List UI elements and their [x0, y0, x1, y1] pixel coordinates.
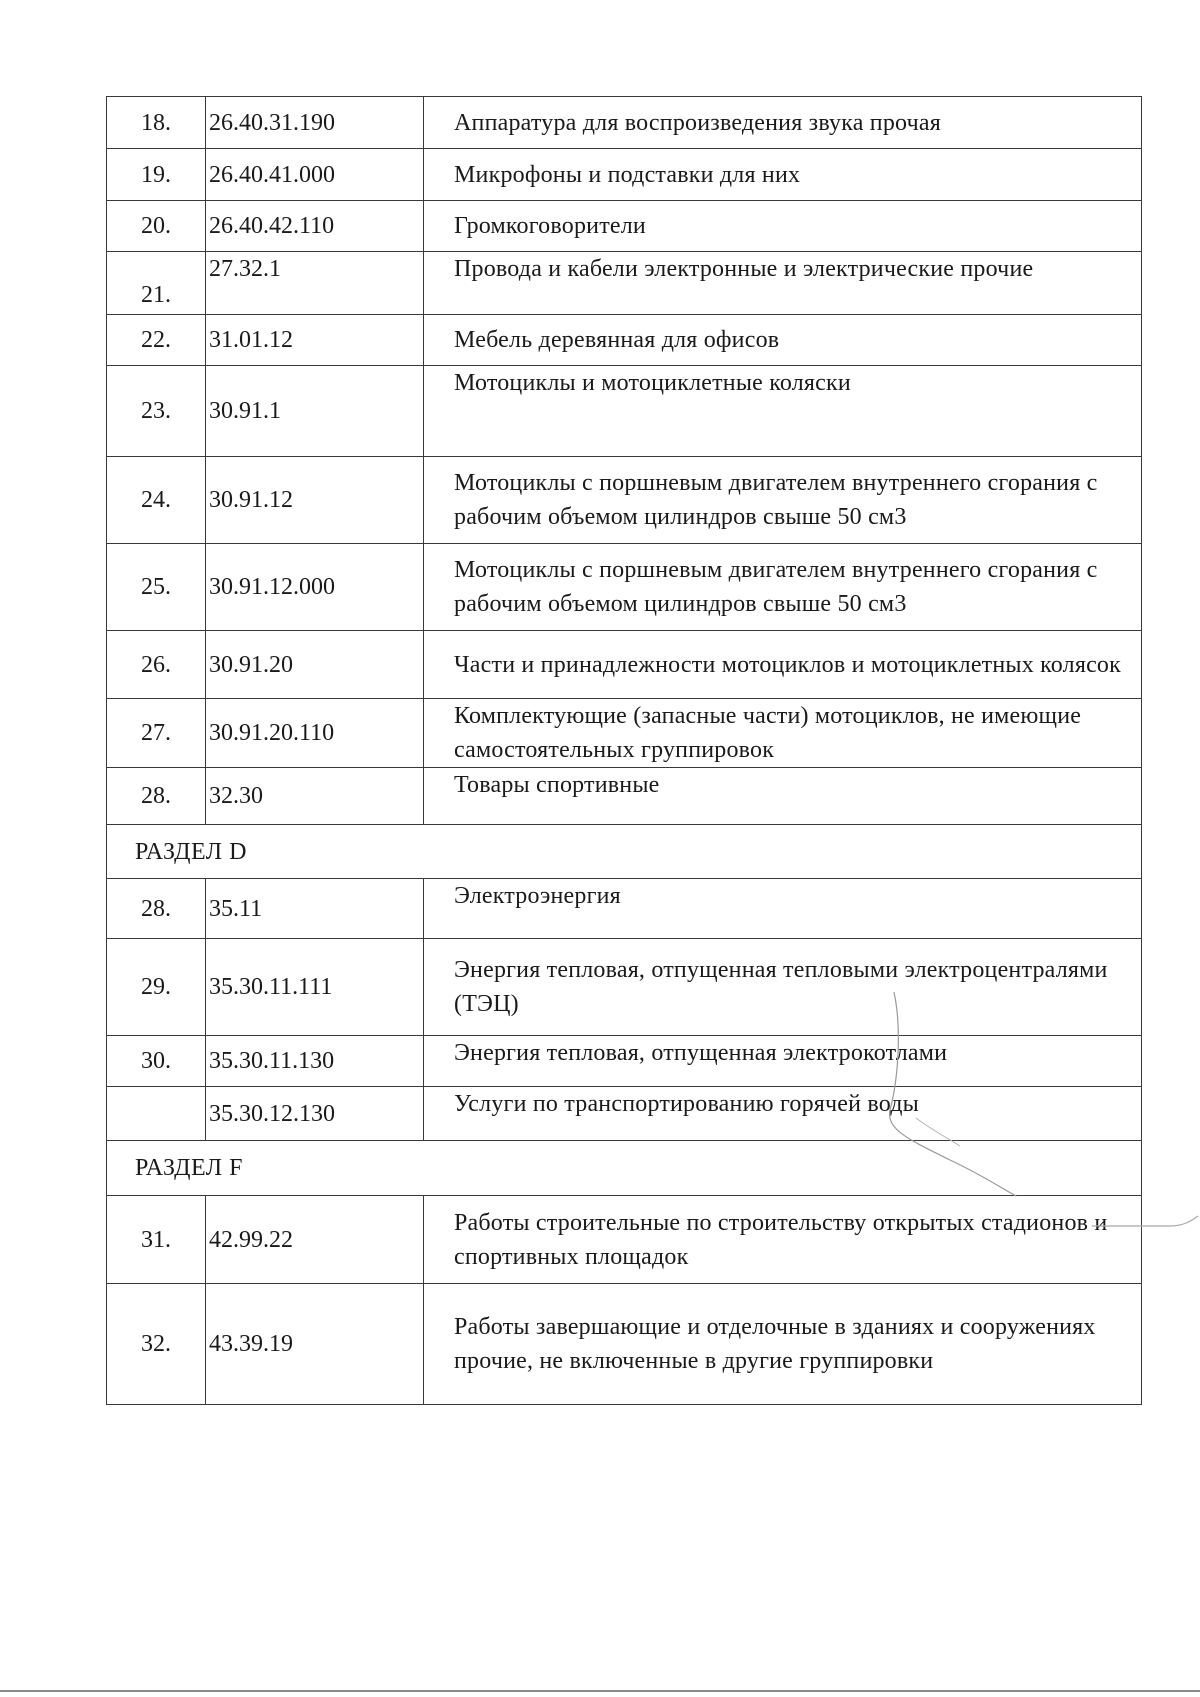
table-row [107, 315, 1142, 366]
row-number: 24. [107, 457, 206, 544]
row-code: 31.01.12 [206, 315, 424, 366]
table-row [107, 1087, 1142, 1141]
row-number: 30. [107, 1036, 206, 1087]
row-code: 35.11 [206, 879, 424, 939]
row-name: Комплектующие (запасные части) мотоциклов, не имеющие самостоятельных группировок [424, 699, 1142, 768]
table-row [107, 1196, 1142, 1284]
table-row [107, 149, 1142, 201]
row-name: Мотоциклы с поршневым двигателем внутреннего сгорания с рабочим объемом цилиндров свыше 50 см3 [424, 457, 1142, 544]
row-code: 32.30 [206, 768, 424, 825]
section-row [107, 1141, 1142, 1196]
row-number: 19. [107, 149, 206, 201]
section-heading: РАЗДЕЛ D [107, 825, 1142, 879]
row-name: Мебель деревянная для офисов [424, 315, 1142, 366]
row-number: 31. [107, 1196, 206, 1284]
row-name: Услуги по транспортированию горячей воды [424, 1087, 1142, 1141]
row-code: 30.91.20 [206, 631, 424, 699]
row-number [107, 1087, 206, 1141]
row-name: Мотоциклы и мотоциклетные коляски [424, 366, 1142, 457]
table-row [107, 879, 1142, 939]
row-number: 32. [107, 1284, 206, 1405]
table-row [107, 201, 1142, 252]
row-number: 25. [107, 544, 206, 631]
row-name: Товары спортивные [424, 768, 1142, 825]
row-code: 30.91.1 [206, 366, 424, 457]
row-name: Электроэнергия [424, 879, 1142, 939]
row-name: Мотоциклы с поршневым двигателем внутреннего сгорания с рабочим объемом цилиндров свыше 50 см3 [424, 544, 1142, 631]
table-row [107, 1036, 1142, 1087]
row-name: Провода и кабели электронные и электрические прочие [424, 252, 1142, 315]
row-number: 29. [107, 939, 206, 1036]
section-row [107, 825, 1142, 879]
row-code: 35.30.11.130 [206, 1036, 424, 1087]
table-row [107, 699, 1142, 768]
row-code: 30.91.12.000 [206, 544, 424, 631]
table-row [107, 252, 1142, 315]
row-name: Работы завершающие и отделочные в зданиях и сооружениях прочие, не включенные в другие группировки [424, 1284, 1142, 1405]
row-name: Энергия тепловая, отпущенная тепловыми электроцентралями (ТЭЦ) [424, 939, 1142, 1036]
row-code: 30.91.12 [206, 457, 424, 544]
row-number: 21. [107, 252, 206, 315]
row-code: 27.32.1 [206, 252, 424, 315]
row-number: 28. [107, 768, 206, 825]
row-number: 28. [107, 879, 206, 939]
table-row [107, 939, 1142, 1036]
table-row [107, 1284, 1142, 1405]
scan-edge-line [0, 1690, 1200, 1692]
row-number: 22. [107, 315, 206, 366]
row-name: Энергия тепловая, отпущенная электрокотлами [424, 1036, 1142, 1087]
row-code: 35.30.11.111 [206, 939, 424, 1036]
row-number: 18. [107, 97, 206, 149]
row-number: 26. [107, 631, 206, 699]
classifier-table [106, 96, 1142, 1405]
row-number: 23. [107, 366, 206, 457]
table-row [107, 366, 1142, 457]
row-code: 35.30.12.130 [206, 1087, 424, 1141]
row-code: 26.40.42.110 [206, 201, 424, 252]
row-code: 26.40.41.000 [206, 149, 424, 201]
row-code: 26.40.31.190 [206, 97, 424, 149]
row-code: 43.39.19 [206, 1284, 424, 1405]
table-row [107, 631, 1142, 699]
table-row [107, 544, 1142, 631]
row-number: 27. [107, 699, 206, 768]
row-code: 30.91.20.110 [206, 699, 424, 768]
table-row [107, 97, 1142, 149]
row-name: Аппаратура для воспроизведения звука прочая [424, 97, 1142, 149]
row-name: Громкоговорители [424, 201, 1142, 252]
row-code: 42.99.22 [206, 1196, 424, 1284]
table-row [107, 768, 1142, 825]
row-name: Микрофоны и подставки для них [424, 149, 1142, 201]
row-number: 20. [107, 201, 206, 252]
row-name: Работы строительные по строительству открытых стадионов и спортивных площадок [424, 1196, 1142, 1284]
row-name: Части и принадлежности мотоциклов и мотоциклетных колясок [424, 631, 1142, 699]
section-heading: РАЗДЕЛ F [107, 1141, 1142, 1196]
table-row [107, 457, 1142, 544]
